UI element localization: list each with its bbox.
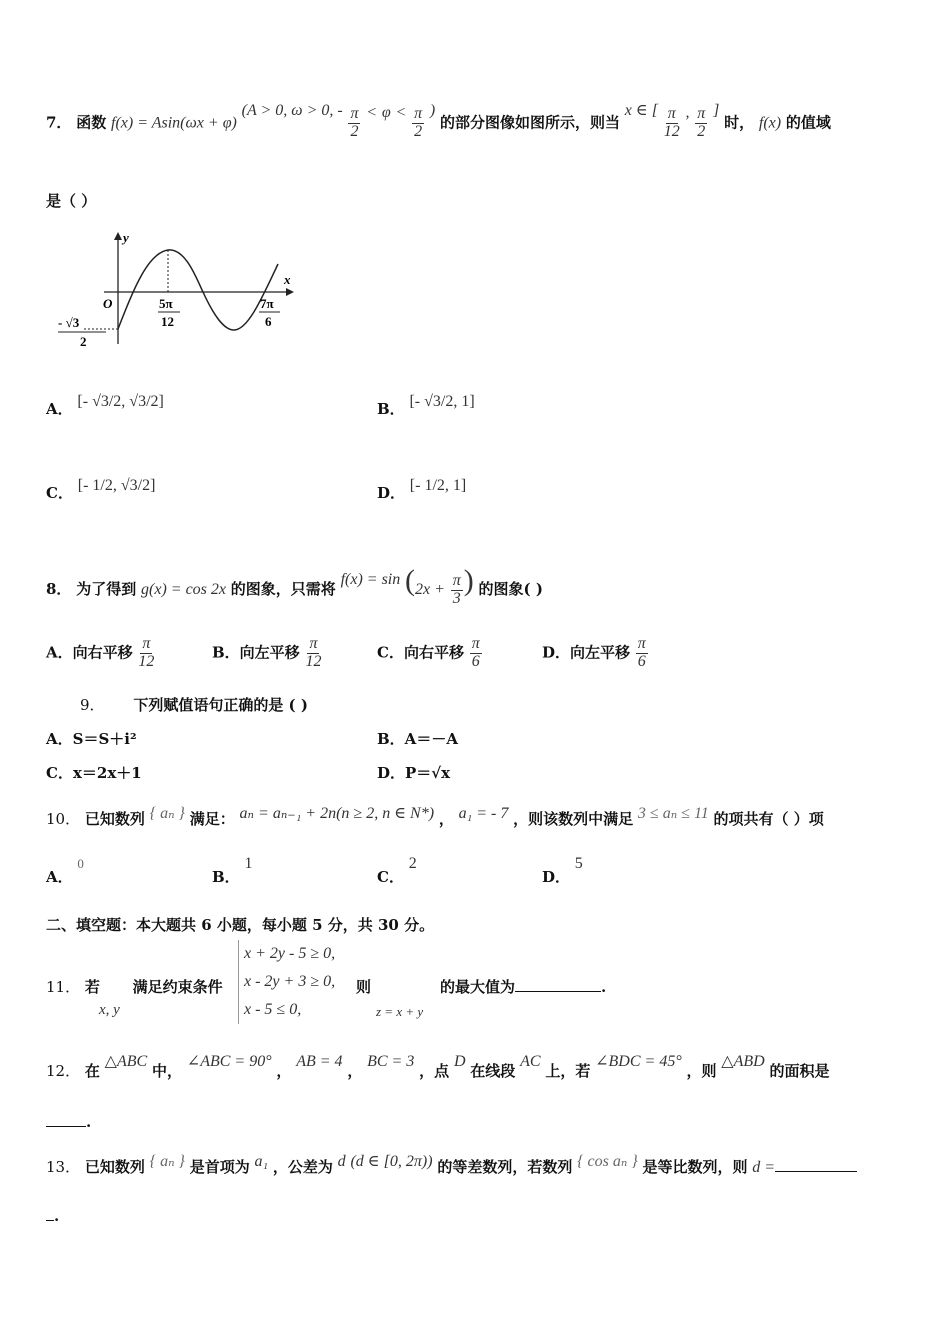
q8-option-b[interactable]: B．向左平移 $\frac{\pi}{12}$ bbox=[212, 635, 322, 670]
q10-option-c[interactable]: C． 2 bbox=[377, 855, 417, 886]
q7-line1: 7． 函数 f(x) = Asin(ωx + φ) (A > 0, ω > 0, - $\frac{\pi}{2}$ < φ < $\frac{\pi}{2}$ ) 的部分图像如图所示，则当 x ∈ [ $\frac{\pi}{12}$ , $\frac{\pi}{2}$ ] 时， f(x) 的值域 bbox=[46, 102, 831, 140]
q8-g: g(x) = cos 2x bbox=[141, 581, 226, 598]
q10-option-d[interactable]: D． 5 bbox=[542, 855, 583, 886]
q11-answer-blank[interactable] bbox=[515, 977, 601, 992]
q9-option-a[interactable]: A．S＝S＋i² bbox=[46, 730, 137, 748]
q9-line: 9． 下列赋值语句正确的是 ( ) bbox=[80, 696, 308, 714]
q9-option-c[interactable]: C．x＝2x＋1 bbox=[46, 764, 142, 782]
q11-vars: x, y bbox=[99, 1002, 120, 1018]
q9-option-d[interactable]: D．P＝√x bbox=[377, 764, 451, 782]
q11-constraint-1: x + 2y - 5 ≥ 0, bbox=[244, 945, 336, 962]
q8-option-d[interactable]: D．向左平移 $\frac{\pi}{6}$ bbox=[542, 635, 646, 670]
sine-graph bbox=[54, 228, 304, 350]
q8-f-pre: f(x) = sin bbox=[340, 571, 401, 588]
q8-f-arg: 2x + bbox=[415, 581, 445, 598]
q7-condition-a: (A > 0, ω > 0, - bbox=[241, 102, 343, 120]
q10-an: { aₙ } bbox=[149, 805, 185, 822]
ymin-num: - √3 bbox=[58, 315, 80, 330]
tick-5pi-num: 5π bbox=[159, 296, 173, 311]
q7-fraction-pi-2: $\frac{\pi}{2}$ bbox=[350, 105, 359, 140]
q7-text-4: 的值域 bbox=[785, 113, 831, 132]
x-axis-label: x bbox=[284, 272, 291, 287]
q10-range: 3 ≤ aₙ ≤ 11 bbox=[637, 805, 709, 822]
q8-fraction-pi-3: $\frac{\pi}{3}$ bbox=[452, 571, 461, 607]
q7-fraction-pi-2b: $\frac{\pi}{2}$ bbox=[414, 105, 423, 140]
q7-text-3: 时， bbox=[724, 113, 755, 132]
q11-constraint-3: x - 5 ≤ 0, bbox=[244, 1001, 302, 1018]
tick-5pi-den: 12 bbox=[161, 314, 174, 329]
q11-z: z = x + y bbox=[376, 1004, 424, 1019]
q12-line: 12． 在 △ABC 中， ∠ABC = 90° ， AB = 4 ， BC = 3 ，点 D 在线段 AC 上，若 ∠BDC = 45° ，则 △ABD 的面积是 bbox=[46, 1053, 830, 1080]
q7-function: f(x) = Asin(ωx + φ) bbox=[111, 114, 237, 132]
q8-line: 8． 为了得到 g(x) = cos 2x 的图象，只需将 f(x) = sin (2x + $\frac{\pi}{3}$ ) 的图象( ) bbox=[46, 564, 543, 607]
q8-option-c[interactable]: C．向右平移 $\frac{\pi}{6}$ bbox=[377, 635, 480, 670]
q10-option-a[interactable]: A． 0 bbox=[46, 856, 84, 886]
q7-fraction-pi-12: $\frac{\pi}{12}$ bbox=[663, 105, 680, 140]
y-axis-label: y bbox=[123, 230, 129, 245]
origin-label: O bbox=[103, 296, 113, 311]
q7-text-2: 的部分图像如图所示，则当 bbox=[439, 113, 620, 132]
q7-x-in: x ∈ [ bbox=[624, 102, 658, 120]
x-axis-arrow-icon bbox=[286, 288, 294, 296]
ymin-den: 2 bbox=[80, 334, 87, 349]
q12-answer-blank[interactable] bbox=[46, 1112, 86, 1127]
q7-option-a[interactable]: A． [- √3/2, √3/2] bbox=[46, 393, 164, 418]
q13-answer-blank-cont[interactable] bbox=[46, 1206, 54, 1221]
q9-option-b[interactable]: B．A＝－A bbox=[377, 730, 458, 748]
q11-line: 11． 若 满足约束条件 bbox=[46, 978, 223, 996]
q11-constraint-2: x - 2y + 3 ≥ 0, bbox=[244, 973, 336, 990]
y-axis-arrow-icon bbox=[114, 232, 122, 240]
q10-option-b[interactable]: B． 1 bbox=[212, 855, 253, 886]
q7-fraction-pi-2c: $\frac{\pi}{2}$ bbox=[697, 105, 706, 140]
q8-option-a[interactable]: A．向右平移 $\frac{\pi}{12}$ bbox=[46, 635, 155, 670]
q13-line: 13． 已知数列 { aₙ } 是首项为 a₁ ，公差为 d (d ∈ [0, 2π)) 的等差数列，若数列 { cos aₙ } 是等比数列，则 d = bbox=[46, 1156, 857, 1177]
sine-curve bbox=[118, 250, 278, 330]
q10-recurrence: aₙ = aₙ₋₁ + 2n(n ≥ 2, n ∈ N*) bbox=[239, 805, 435, 822]
q10-a1: a₁ = - 7 bbox=[458, 805, 509, 822]
q7-text-1: 函数 bbox=[76, 113, 107, 132]
q10-line: 10． 已知数列 { aₙ } 满足： aₙ = aₙ₋₁ + 2n(n ≥ 2, n ∈ N*) ， a₁ = - 7 ，则该数列中满足 3 ≤ aₙ ≤ 11 的项共有（ ）项 bbox=[46, 805, 824, 828]
q7-fx: f(x) bbox=[758, 114, 782, 132]
q7-option-b[interactable]: B． [- √3/2, 1] bbox=[377, 393, 475, 418]
q7-line2: 是（ ） bbox=[46, 192, 97, 210]
section-2-title: 二、填空题：本大题共 6 小题，每小题 5 分，共 30 分。 bbox=[46, 916, 435, 934]
q7-option-c[interactable]: C． [- 1/2, √3/2] bbox=[46, 477, 156, 502]
q13-answer-blank[interactable] bbox=[775, 1157, 857, 1172]
q7-option-d[interactable]: D． [- 1/2, 1] bbox=[377, 477, 467, 502]
tick-7pi-den: 6 bbox=[265, 314, 272, 329]
tick-7pi-num: 7π bbox=[260, 296, 274, 311]
q7-number: 7． bbox=[46, 113, 72, 132]
q11-constraints bbox=[238, 940, 335, 1024]
